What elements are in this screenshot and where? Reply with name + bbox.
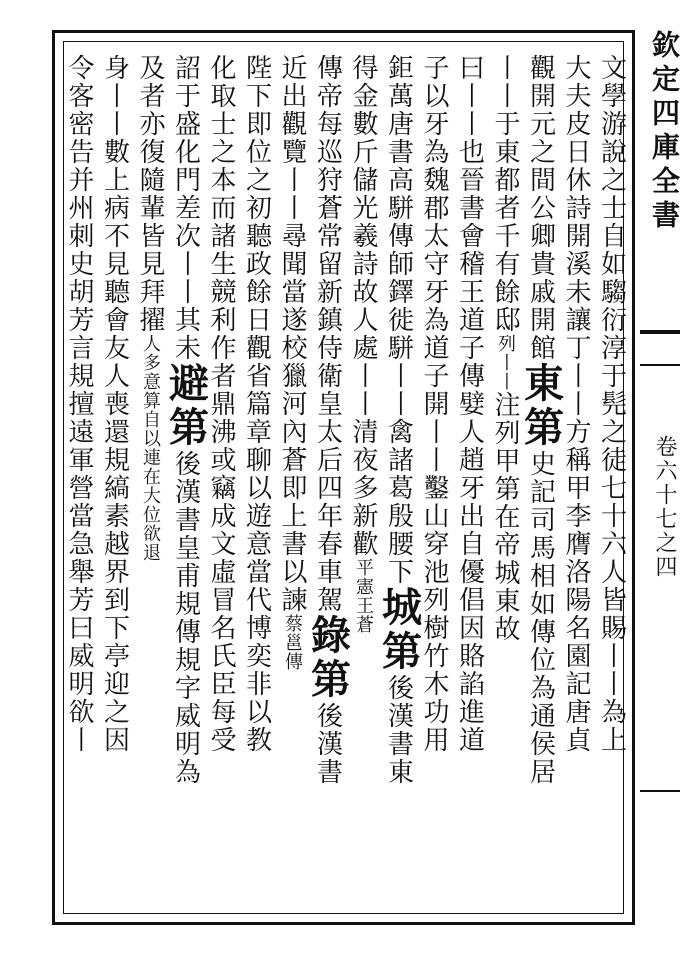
text-column xyxy=(517,54,565,919)
body-text: 近出觀覽丨丨尋聞當遂校獵河內蒼即上書以諫 xyxy=(277,54,307,614)
body-text: 化取士之本而諸生競利作者鼎沸或竊成文虛冒名氏臣每受 xyxy=(206,54,236,754)
annotation-text: 人多意算自以連在大位欲退 xyxy=(140,334,161,562)
text-column xyxy=(240,54,274,919)
text-column xyxy=(559,54,593,919)
book-title: 欽定四庫全書 xyxy=(648,30,681,234)
body-text: 史記司馬相如傳位為通侯居 xyxy=(525,450,556,786)
fish-tail-mark xyxy=(640,330,680,366)
text-column xyxy=(275,54,309,919)
text-column xyxy=(62,54,96,919)
margin-rule xyxy=(640,790,680,792)
annotation-text: 列丨丨 xyxy=(495,334,516,391)
body-text: 詔于盛化門差次丨丨其未 xyxy=(170,54,201,362)
text-column xyxy=(595,54,629,919)
heading-term: 避第 xyxy=(162,362,210,450)
body-text: 後漢書東 xyxy=(383,674,414,786)
body-text: 後漢書皇甫規傳規字威明為 xyxy=(170,450,201,786)
body-text: 子以牙為魏郡太守牙為道子開丨丨鑿山穿池列樹竹木功用 xyxy=(419,54,449,754)
annotation-text: 蔡邕傳 xyxy=(282,614,303,671)
heading-term: 錄第 xyxy=(304,614,352,702)
body-text: 曰丨丨也晉書會稽王道子傳嬖人趙牙出自優倡因賂諂進道 xyxy=(454,54,485,754)
heading-term: 東第 xyxy=(517,362,565,450)
body-text: 及者亦復隨輩皆見拜擢 xyxy=(135,54,165,334)
heading-term: 城第 xyxy=(375,586,423,674)
body-text: 文學游說之士自如騶衍淳于髡之徒七十六人皆賜丨丨為上 xyxy=(596,54,627,754)
body-text: 後漢書 xyxy=(312,702,343,786)
body-text: 丨丨于東都者千有餘邸 xyxy=(490,54,520,334)
body-text: 鉅萬唐書高駢傳師鐸徙駢丨丨禽諸葛殷腰下 xyxy=(383,54,414,586)
text-column xyxy=(162,54,210,919)
text-column xyxy=(488,54,522,919)
body-text: 傳帝每巡狩蒼常留新鎮侍衛皇太后四年春車駕 xyxy=(312,54,343,614)
body-text: 令客密告并州刺史胡芳言規擅遠軍營當急舉芳曰威明欲丨 xyxy=(64,54,94,754)
text-column xyxy=(453,54,487,919)
text-column xyxy=(346,54,380,919)
body-text: 大夫皮日休詩開溪未讓丁丨丨方稱甲李膺洛陽名園記唐貞 xyxy=(561,54,591,754)
body-text: 注列甲第在帝城東故 xyxy=(490,391,520,643)
body-text: 陛下即位之初聽政餘日觀省篇章聊以遊意當代博奕非以教 xyxy=(241,54,272,754)
text-column xyxy=(375,54,423,919)
annotation-text: 平憲王蒼 xyxy=(353,558,374,634)
text-column xyxy=(304,54,352,919)
body-text: 身丨丨數上病不見聽會友人喪還規縞素越界到下亭迎之因 xyxy=(99,54,130,754)
body-text: 得金數斤儲光羲詩故人處丨丨清夜多新歡 xyxy=(348,54,378,558)
text-column xyxy=(133,54,167,919)
text-column xyxy=(204,54,238,919)
text-column xyxy=(417,54,451,919)
volume-label: 卷六十七之四 xyxy=(652,435,677,579)
text-column xyxy=(98,54,132,919)
body-text: 觀開元之間公卿貴戚開館 xyxy=(525,54,556,362)
margin-strip xyxy=(640,30,687,925)
